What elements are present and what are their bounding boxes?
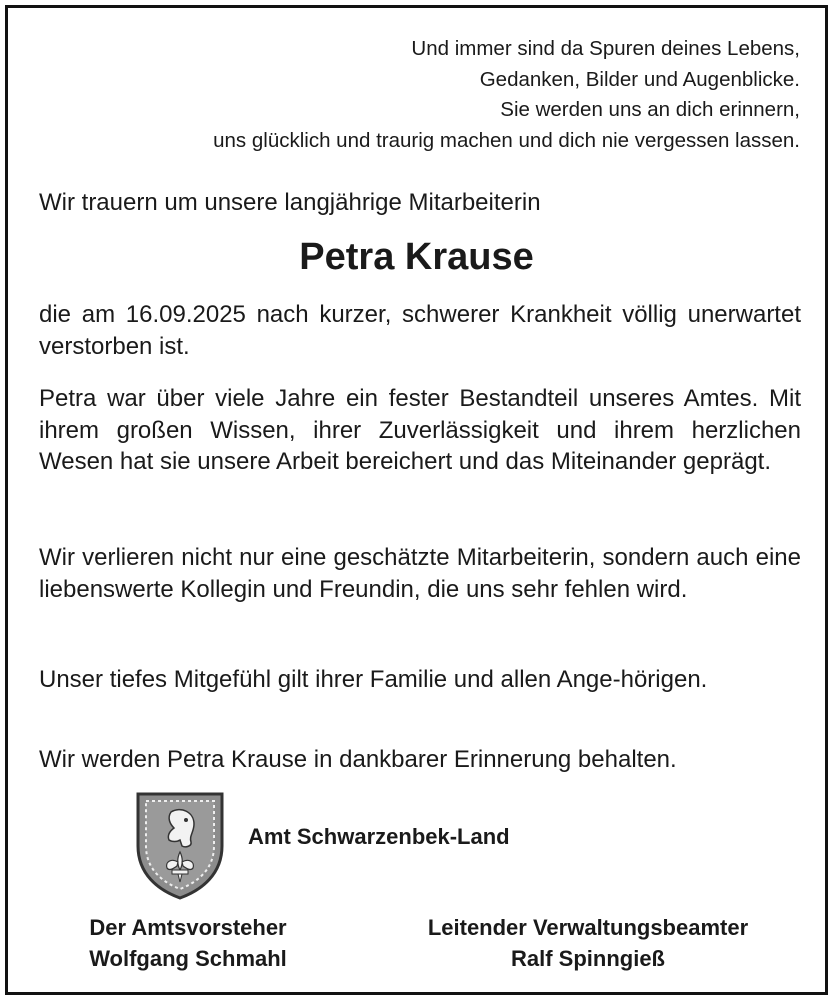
deceased-name: Petra Krause bbox=[299, 236, 534, 278]
paragraph-death-notice: die am 16.09.2025 nach kurzer, schwerer Krankheit völlig unerwartet verstorben ist. bbox=[39, 301, 801, 360]
signatory-name: Ralf Spinngieß bbox=[511, 946, 665, 971]
signature-block-left bbox=[38, 912, 338, 974]
poem-line: Sie werden uns an dich erinnern, bbox=[500, 98, 800, 121]
poem-line: Gedanken, Bilder und Augenblicke. bbox=[479, 67, 800, 91]
signatory-role: Leitender Verwaltungsbeamter bbox=[427, 915, 749, 940]
paragraph-remembrance: Wir werden Petra Krause in dankbarer Erinnerung behalten. bbox=[39, 746, 677, 773]
intro-text: Wir trauern um unsere langjährige Mitarbeiterin bbox=[39, 189, 541, 216]
poem-line: Und immer sind da Spuren deines Lebens, bbox=[411, 37, 800, 60]
coat-of-arms-icon bbox=[134, 790, 226, 902]
paragraph-tribute: Petra war über viele Jahre ein fester Bestandteil unseres Amtes. Mit ihrem großen Wissen, ihrer Zuverlässigkeit und ihrem herzlichen Wesen hat sie unsere Arbeit bereichert und das Miteinander geprägt. bbox=[39, 385, 801, 475]
paragraph-condolence: Unser tiefes Mitgefühl gilt ihrer Familie und allen Ange-hörigen. bbox=[39, 666, 708, 693]
signatory-role: Der Amtsvorsteher bbox=[89, 915, 287, 940]
organization-name: Amt Schwarzenbek-Land bbox=[248, 824, 510, 849]
signature-block-right bbox=[368, 912, 808, 974]
poem bbox=[213, 34, 800, 156]
obituary-notice bbox=[5, 5, 828, 995]
signatory-name: Wolfgang Schmahl bbox=[89, 946, 287, 971]
poem-line: uns glücklich und traurig machen und dich nie vergessen lassen. bbox=[213, 128, 800, 152]
paragraph-loss: Wir verlieren nicht nur eine geschätzte Mitarbeiterin, sondern auch eine liebenswerte Kollegin und Freundin, die uns sehr fehlen wird. bbox=[39, 544, 801, 603]
